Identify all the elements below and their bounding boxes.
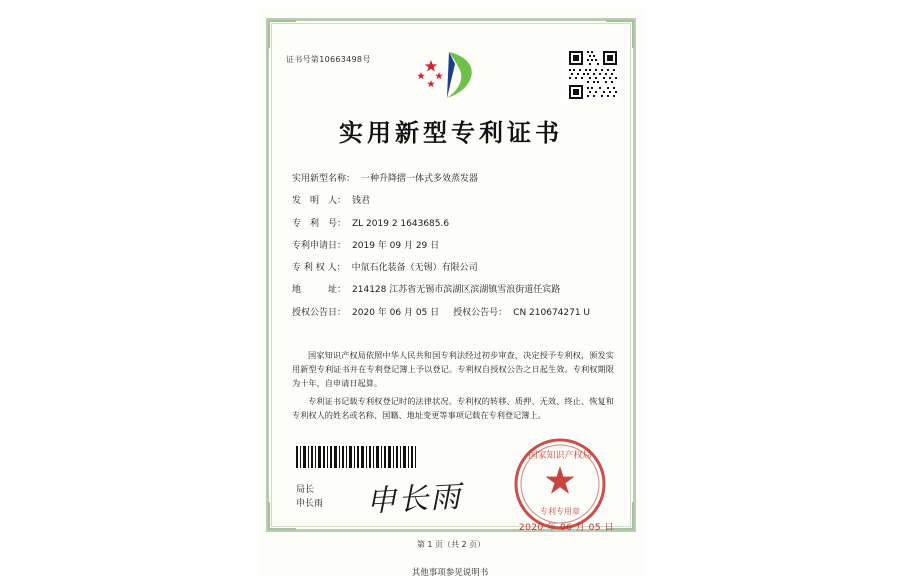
field-label: 专 利 权 人：: [292, 263, 346, 274]
field-value: 中氚石化装备（无锡）有限公司: [351, 263, 478, 274]
field-list: [292, 174, 614, 330]
patent-office-emblem-icon: [411, 46, 491, 104]
legal-text: [292, 348, 614, 427]
field-row-grant-announcement: [292, 308, 614, 319]
corner-ornament-top-left: [268, 20, 296, 48]
field-row-name: [292, 174, 614, 185]
signature-title-line2: 申长雨: [296, 498, 324, 509]
field-label: 授权公告日：: [292, 307, 347, 318]
seal-date: 2020 年 06 月 05 日: [518, 523, 614, 533]
certificate-number: 证书号第10663498号: [286, 55, 371, 64]
svg-text:专利专用章: 专利专用章: [540, 507, 580, 516]
field-value: 214128 江苏省无锡市滨湖区滨湖镇雪浪街道任宾路: [352, 285, 561, 296]
field-label: 地 址：: [292, 285, 347, 296]
field-value: 一种升降摺一体式多效蒸发器: [361, 174, 479, 184]
barcode-icon: [296, 446, 416, 468]
legal-paragraph: 国家知识产权局依照中华人民共和国专利法经过初步审查，决定授予专利权，颁发实用新型专利证书并在专利登记簿上予以登记。专利权自授权公告之日起生效。专利权期限为十年，自申请日起算。: [292, 350, 614, 389]
field-row-inventor: [292, 196, 614, 207]
legal-paragraph: 专利证书记载专利权登记时的法律状况。专利权的转移、质押、无效、终止、恢复和专利权人的姓名或名称、国籍、地址变更等事项记载在专利登记簿上。: [292, 396, 614, 421]
field-label: 专利申请日：: [292, 240, 347, 251]
page-number: 第 1 页（共 2 页）: [416, 540, 486, 549]
footer-note: 其他事项参见说明书: [411, 568, 489, 578]
signature-title: [296, 484, 323, 511]
field-row-address: [292, 285, 614, 296]
field-row-patent-number: [292, 219, 614, 230]
field-row-patentee: [292, 263, 614, 274]
official-seal-icon: [512, 436, 608, 532]
corner-ornament-top-right: [606, 20, 634, 48]
field-label-secondary: 授权公告号：: [453, 307, 508, 318]
svg-text:国家知识产权局: 国家知识产权局: [528, 451, 592, 461]
signature-title-line1: 局长: [296, 485, 315, 495]
field-label: 专 利 号：: [292, 218, 347, 229]
field-value: 钱君: [352, 196, 371, 207]
page-title: 实用新型专利证书: [339, 119, 563, 147]
signature-handwriting: 申长雨: [365, 479, 464, 520]
field-value: 2020 年 06 月 05 日: [352, 307, 440, 318]
field-value: ZL 2019 2 1643685.6: [352, 218, 450, 229]
field-label: 实用新型名称：: [292, 174, 356, 184]
corner-ornament-bottom-left: [268, 502, 296, 530]
qr-code-icon: [566, 48, 620, 102]
field-value-secondary: CN 210674271 U: [513, 307, 591, 318]
field-value: 2019 年 09 月 29 日: [352, 240, 440, 251]
field-row-application-date: [292, 241, 614, 252]
certificate-sheet: [258, 8, 644, 576]
field-label: 发 明 人：: [292, 196, 347, 207]
